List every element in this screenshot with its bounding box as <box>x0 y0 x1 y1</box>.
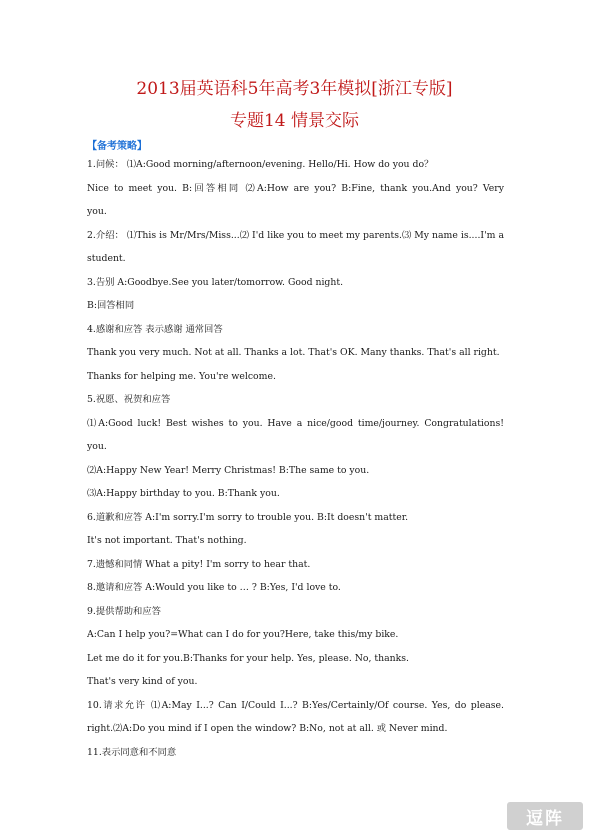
body-line: It's not important. That's nothing. <box>87 535 247 546</box>
body-line: 10.请求允许 ⑴A:May I...? Can I/Could I...? B:Yes/Certainly/Of course. Yes, do please. <box>87 699 504 711</box>
body-line: 7.遗憾和同情 What a pity! I'm sorry to hear that. <box>87 558 311 570</box>
body-line: 1.问候： ⑴A:Good morning/afternoon/evening. Hello/Hi. How do you do？ <box>87 159 434 170</box>
body-line: Thanks for helping me. You're welcome. <box>87 370 276 382</box>
body-line: ⑴A:Good luck! Best wishes to you. Have a nice/good time/journey. Congratulations! <box>87 417 504 429</box>
body-line: Let me do it for you.B:Thanks for your help. Yes, please. No, thanks. <box>87 652 409 664</box>
document-subtitle: 专题14 情景交际 <box>229 111 360 131</box>
body-line: 11.表示同意和不同意 <box>87 746 177 758</box>
body-line: 3.告别 A:Goodbye.See you later/tomorrow. Good night. <box>87 276 344 288</box>
body-line: 8.邀请和应答 A:Would you like to … ? B:Yes, I'd love to. <box>87 582 341 593</box>
watermark-text: 逗阵 <box>526 808 564 829</box>
body-line: you. <box>87 441 107 452</box>
watermark-logo <box>507 802 583 830</box>
body-line: B:回答相同 <box>87 300 135 311</box>
document-body <box>87 153 504 764</box>
section-tag: 【备考策略】 <box>87 141 147 152</box>
body-line: That's very kind of you. <box>87 676 198 687</box>
body-line: 4.感谢和应答 表示感谢 通常回答 <box>87 323 223 335</box>
body-line: Thank you very much. Not at all. Thanks a lot. That's OK. Many thanks. That's all right. <box>87 347 500 358</box>
body-line: A:Can I help you?=What can I do for you?Here, take this/my bike. <box>87 629 399 640</box>
body-line: 2.介绍： ⑴This is Mr/Mrs/Miss...⑵ I'd like you to meet my parents.⑶ My name is....I'm a <box>87 229 504 241</box>
document-title: 2013届英语科5年高考3年模拟[浙江专版] <box>136 79 453 99</box>
body-line: ⑵A:Happy New Year! Merry Christmas! B:The same to you. <box>87 464 370 476</box>
body-line: student. <box>87 253 126 264</box>
body-line: right.⑵A:Do you mind if I open the window? B:No, not at all. 或 Never mind. <box>87 723 448 734</box>
body-line: 9.提供帮助和应答 <box>87 605 161 617</box>
body-line: 6.道歉和应答 A:I'm sorry.I'm sorry to trouble you. B:It doesn't matter. <box>87 511 409 523</box>
body-line: 5.祝愿、祝贺和应答 <box>87 394 171 405</box>
body-line: Nice to meet you. B:回答相同 ⑵A:How are you? B:Fine, thank you.And you? Very <box>87 182 504 194</box>
body-line: you. <box>87 206 107 217</box>
body-line: ⑶A:Happy birthday to you. B:Thank you. <box>87 488 280 499</box>
